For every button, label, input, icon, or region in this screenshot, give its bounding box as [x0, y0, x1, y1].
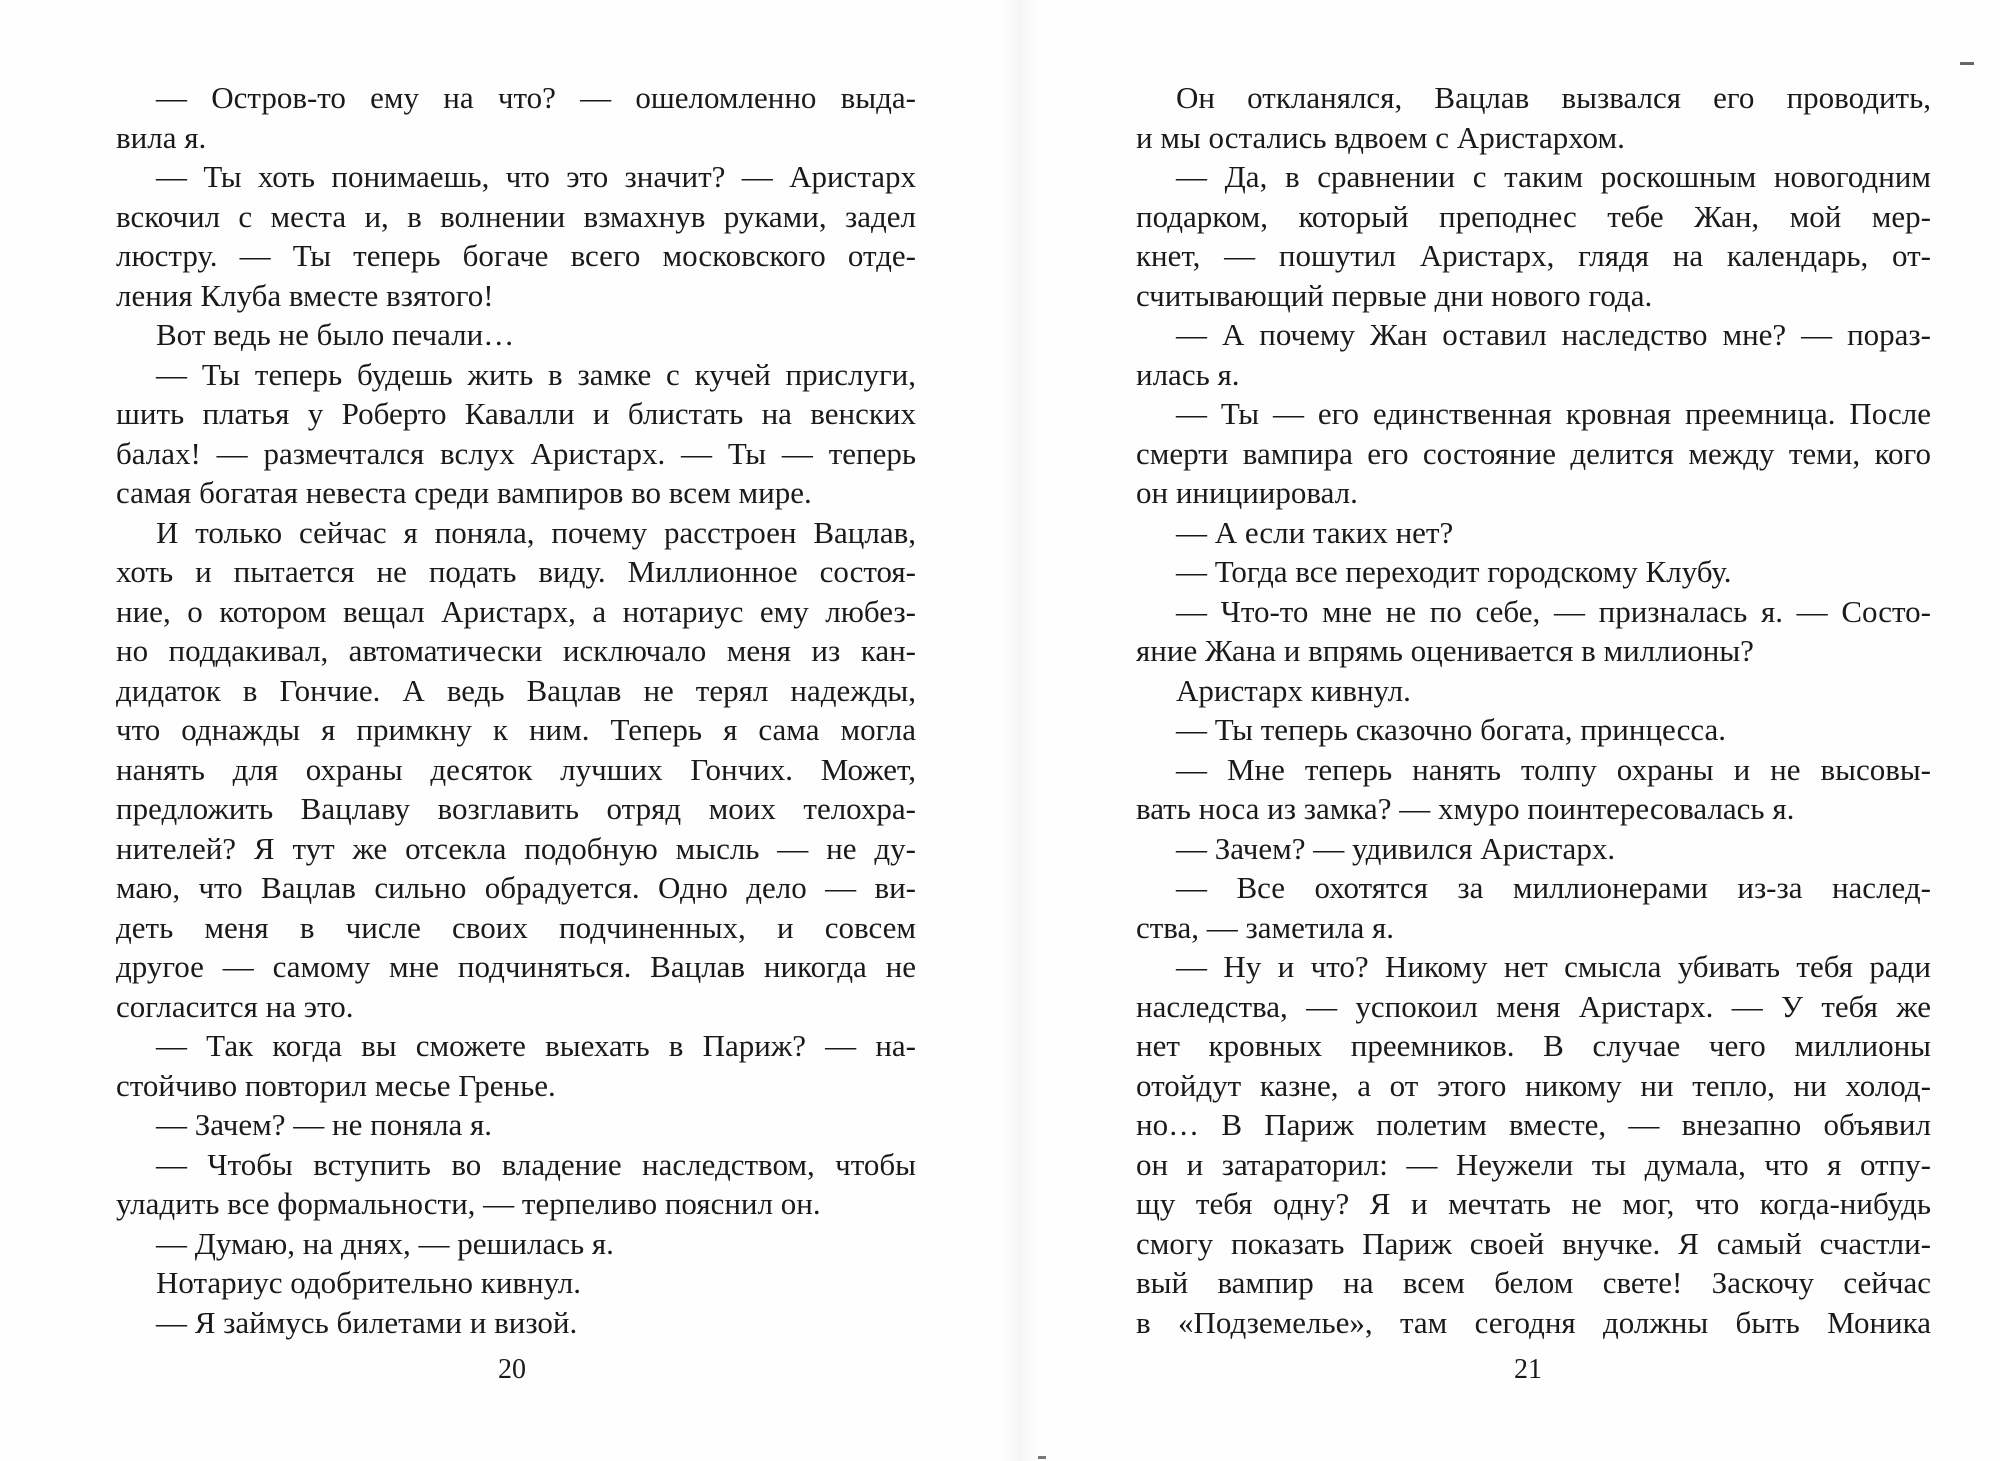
- text-line: — Ты теперь сказочно богата, принцесса.: [1176, 712, 1726, 747]
- text-line: он и затараторил: — Неужели ты думала, что я отпу-: [1136, 1146, 1931, 1182]
- text-line: он инициировал.: [1136, 475, 1358, 510]
- text-line: — Так когда вы сможете выехать в Париж? — на-: [156, 1028, 916, 1063]
- text-line: вскочил с места и, в волнении взмахнув руками, задел: [116, 198, 916, 234]
- text-line: нет кровных преемников. В случае чего миллионы: [1136, 1028, 1931, 1063]
- text-line: — Ты теперь будешь жить в замке с кучей прислуги,: [156, 356, 916, 392]
- text-line: отойдут казне, а от этого никому ни тепло, ни холод-: [1136, 1067, 1931, 1103]
- text-line: вила я.: [116, 119, 207, 155]
- text-line: Нотариус одобрительно кивнул.: [156, 1265, 581, 1300]
- text-line: илась я.: [1136, 356, 1240, 392]
- text-line: но поддакивал, автоматически исключало меня из кан-: [116, 633, 916, 668]
- text-line: ства, — заметила я.: [1136, 909, 1395, 945]
- left-page-text: [116, 78, 916, 1342]
- text-line: — Ну и что? Никому нет смысла убивать тебя ради: [1176, 949, 1931, 984]
- bottom-mark: [1038, 1456, 1046, 1459]
- text-line: — Ты хоть понимаешь, что это значит? — Аристарх: [156, 159, 916, 194]
- text-line: — Мне теперь нанять толпу охраны и не высовы-: [1176, 751, 1931, 787]
- text-line: и мы остались вдвоем с Аристархом.: [1136, 119, 1625, 155]
- text-line: — А если таких нет?: [1176, 514, 1454, 550]
- text-line: вый вампир на всем белом свете! Заскочу сейчас: [1136, 1265, 1931, 1300]
- text-line: — Думаю, на днях, — решилась я.: [156, 1225, 614, 1261]
- text-line: люстру. — Ты теперь богаче всего московского отде-: [116, 238, 916, 273]
- text-line: шить платья у Роберто Кавалли и блистать на венских: [116, 396, 916, 431]
- text-line: щу тебя одну? Я и мечтать не мог, что когда-нибудь: [1136, 1186, 1931, 1221]
- text-line: балах! — размечтался вслух Аристарх. — Ты — теперь: [116, 435, 916, 471]
- text-line: нанять для охраны десяток лучших Гончих. Может,: [116, 751, 916, 787]
- text-line: дидаток в Гончие. А ведь Вацлав не терял надежды,: [116, 672, 916, 708]
- page-number: 21: [1514, 1354, 1542, 1385]
- text-line: деть меня в числе своих подчиненных, и совсем: [116, 909, 916, 945]
- text-line: самая богатая невеста среди вампиров во всем мире.: [116, 475, 812, 510]
- text-line: — Ты — его единственная кровная преемница. После: [1176, 396, 1931, 431]
- text-line: — Тогда все переходит городскому Клубу.: [1176, 554, 1732, 589]
- text-line: в «Подземелье», там сегодня должны быть Моника: [1136, 1304, 1931, 1340]
- text-line: стойчиво повторил месье Гренье.: [116, 1067, 556, 1103]
- text-line: что однажды я примкну к ним. Теперь я сама могла: [116, 712, 916, 747]
- text-line: — Зачем? — не поняла я.: [156, 1107, 493, 1142]
- page-number: 20: [498, 1354, 526, 1385]
- text-line: подарком, который преподнес тебе Жан, мой мер-: [1136, 198, 1931, 234]
- text-line: считывающий первые дни нового года.: [1136, 277, 1653, 313]
- text-line: — Я займусь билетами и визой.: [156, 1304, 578, 1340]
- text-line: — Зачем? — удивился Аристарх.: [1176, 830, 1616, 866]
- text-line: хоть и пытается не подать виду. Миллионное состоя-: [116, 554, 916, 589]
- text-line: — Остров-то ему на что? — ошеломленно выда-: [156, 80, 916, 115]
- text-line: кнет, — пошутил Аристарх, глядя на календарь, от-: [1136, 238, 1931, 273]
- text-line: смогу показать Париж своей внучке. Я самый счастли-: [1136, 1225, 1931, 1261]
- text-line: уладить все формальности, — терпеливо пояснил он.: [116, 1186, 821, 1221]
- text-line: — Что-то мне не по себе, — призналась я. — Состо-: [1176, 593, 1931, 629]
- text-line: ления Клуба вместе взятого!: [116, 277, 494, 313]
- book-gutter: [1000, 0, 1040, 1461]
- text-line: вать носа из замка? — хмуро поинтересовалась я.: [1136, 791, 1795, 826]
- text-line: нителей? Я тут же отсекла подобную мысль — не ду-: [116, 830, 916, 866]
- text-line: смерти вампира его состояние делится между теми, кого: [1136, 435, 1931, 471]
- text-line: ние, о котором вещал Аристарх, а нотариус ему любез-: [116, 593, 916, 629]
- text-line: — Чтобы вступить во владение наследством, чтобы: [156, 1146, 916, 1182]
- text-line: предложить Вацлаву возглавить отряд моих телохра-: [116, 791, 916, 826]
- text-line: — А почему Жан оставил наследство мне? — пораз-: [1176, 317, 1931, 352]
- text-line: маю, что Вацлав сильно обрадуется. Одно дело — ви-: [116, 870, 916, 905]
- text-line: но… В Париж полетим вместе, — внезапно объявил: [1136, 1107, 1931, 1142]
- text-line: согласится на это.: [116, 988, 354, 1024]
- text-line: И только сейчас я поняла, почему расстроен Вацлав,: [156, 514, 916, 550]
- text-line: другое — самому мне подчиняться. Вацлав никогда не: [116, 949, 916, 984]
- text-line: Вот ведь не было печали…: [156, 317, 515, 352]
- text-line: — Да, в сравнении с таким роскошным новогодним: [1176, 159, 1931, 194]
- text-line: яние Жана и впрямь оценивается в миллионы?: [1136, 633, 1754, 668]
- text-line: Он откланялся, Вацлав вызвался его проводить,: [1176, 80, 1931, 115]
- text-line: наследства, — успокоил меня Аристарх. — У тебя же: [1136, 988, 1931, 1024]
- text-line: — Все охотятся за миллионерами из-за наслед-: [1176, 870, 1931, 905]
- right-page-text: [1136, 78, 1931, 1342]
- corner-mark: [1960, 62, 1974, 65]
- text-line: Аристарх кивнул.: [1176, 672, 1411, 708]
